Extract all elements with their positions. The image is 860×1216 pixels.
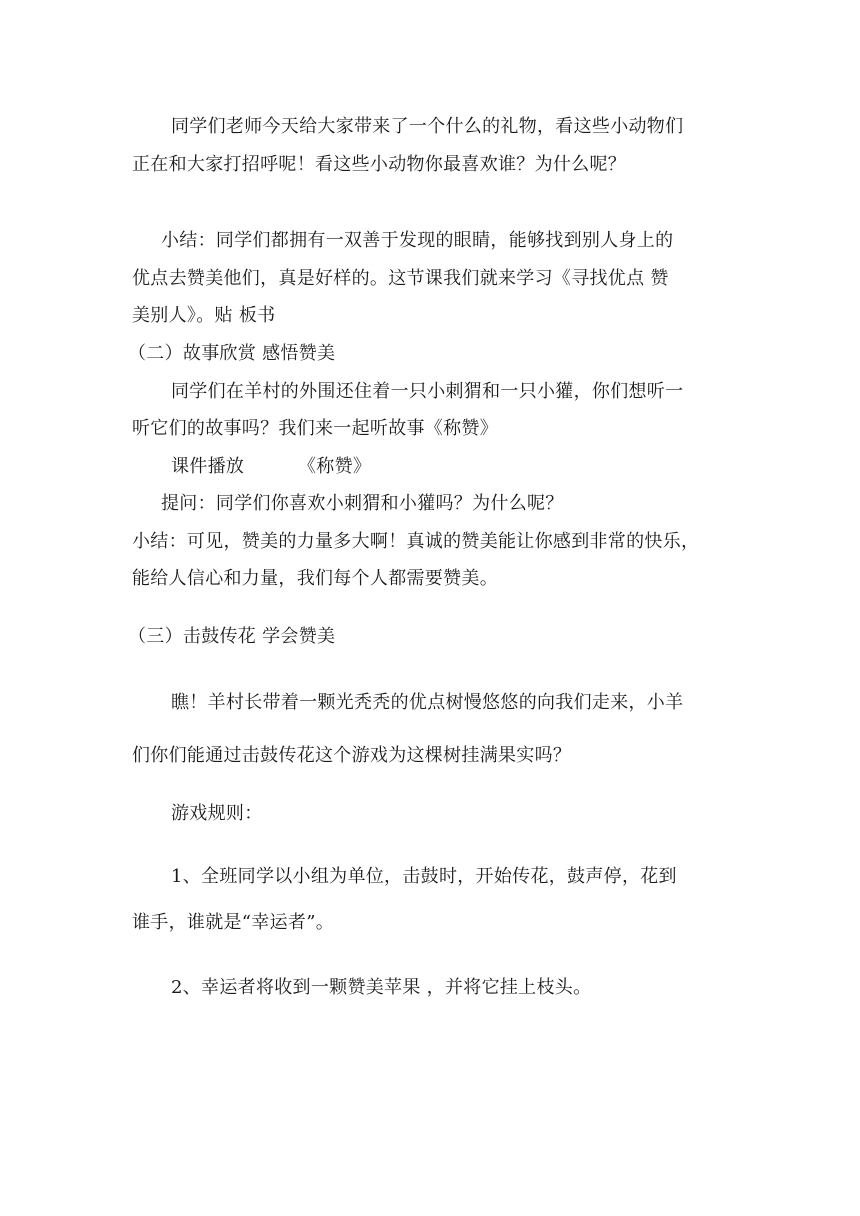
- rule1-line-2: 谁手，谁就是“幸运者”。: [132, 912, 335, 933]
- summary1-line-3: 美别人》。贴 板书: [132, 305, 276, 326]
- summary2-line-2: 能给人信心和力量，我们每个人都需要赞美。: [132, 568, 498, 589]
- question-line: 提问：同学们你喜欢小刺猬和小獾吗？为什么呢？: [161, 493, 564, 514]
- rule2-line-1: 2、幸运者将收到一颗赞美苹果 ，并将它挂上枝头。: [171, 977, 592, 998]
- summary1-line-1: 小结：同学们都拥有一双善于发现的眼睛，能够找到别人身上的: [161, 230, 674, 251]
- summary2-line-1: 小结：可见，赞美的力量多大啊！真诚的赞美能让你感到非常的快乐，: [132, 531, 700, 552]
- game-intro-line-2: 们你们能通过击鼓传花这个游戏为这棵树挂满果实吗？: [132, 745, 572, 766]
- story-line-2: 听它们的故事吗？我们来一起听故事《称赞》: [132, 418, 498, 439]
- courseware-label: 课件播放: [171, 456, 245, 477]
- section2-heading: （二）故事欣赏 感悟赞美: [128, 343, 336, 364]
- summary1-line-2: 优点去赞美他们，真是好样的。这节课我们就来学习《寻找优点 赞: [132, 268, 669, 289]
- rules-heading: 游戏规则：: [171, 803, 263, 824]
- section3-heading: （三）击鼓传花 学会赞美: [128, 626, 336, 647]
- courseware-title: 《称赞》: [298, 456, 372, 477]
- intro-line-2: 正在和大家打招呼呢！看这些小动物你最喜欢谁？为什么呢？: [132, 154, 627, 175]
- story-line-1: 同学们在羊村的外围还住着一只小刺猬和一只小獾，你们想听一: [171, 381, 684, 402]
- intro-line-1: 同学们老师今天给大家带来了一个什么的礼物，看这些小动物们: [171, 116, 684, 137]
- game-intro-line-1: 瞧！羊村长带着一颗光秃秃的优点树慢悠悠的向我们走来，小羊: [171, 692, 684, 713]
- rule1-line-1: 1、全班同学以小组为单位，击鼓时，开始传花，鼓声停，花到: [171, 866, 677, 887]
